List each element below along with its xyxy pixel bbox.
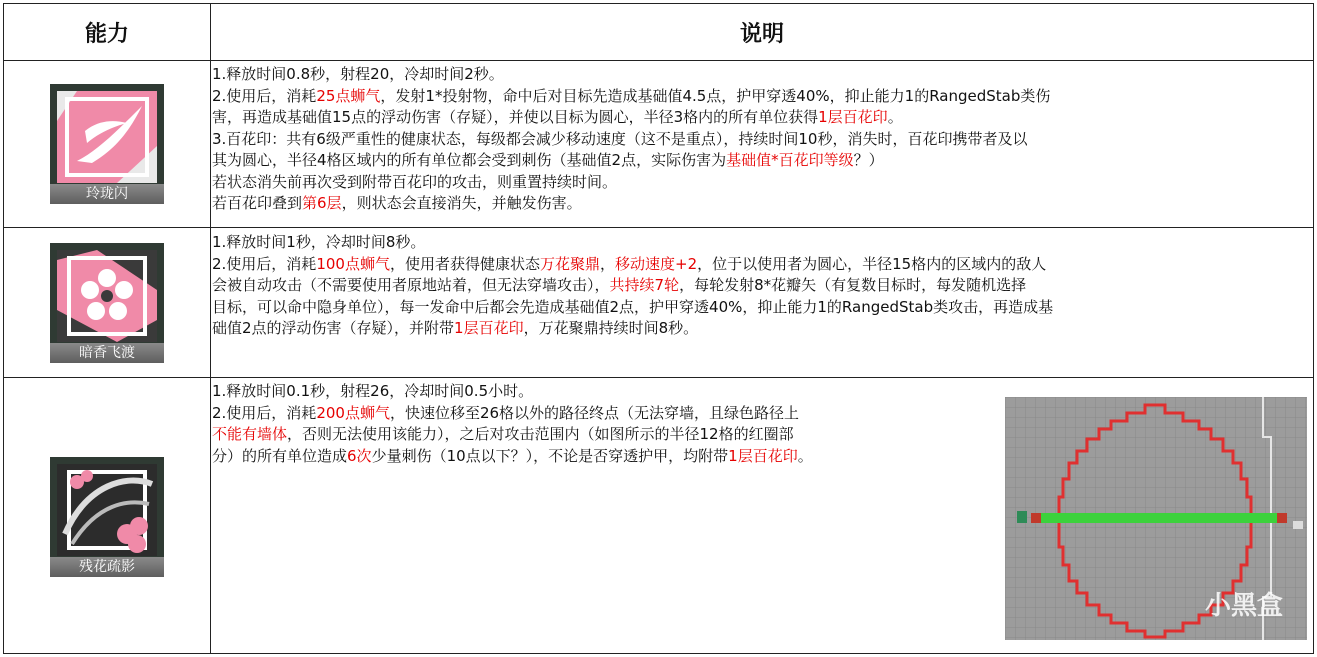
description-line [212,86,1050,108]
text-segment: 若状态消失前再次受到附带百花印的攻击，则重置持续时间。 [212,172,618,191]
highlight-text: 1层百花印 [728,446,798,465]
text-segment: 2.使用后，消耗 [212,86,317,105]
text-segment: 1.释放时间0.8秒，射程20，冷却时间2秒。 [212,65,504,83]
highlight-text: 不能有墙体 [212,425,288,443]
description-line [212,297,1053,319]
ability-icon-cell [4,378,210,655]
ability-description [212,232,1053,340]
description-line [212,318,1053,340]
description-line [212,275,1053,297]
description-line [212,64,1050,86]
ability-name: 残花疏影 [50,557,164,577]
text-segment: ，每轮发射8*花瓣矢（有复数目标时，每发随机选择 [679,276,1027,294]
highlight-text: 1层百花印 [818,108,888,126]
text-segment: 。 [797,446,813,465]
description-line [212,107,1050,129]
text-segment: 1.释放时间0.1秒，射程26，冷却时间0.5小时。 [212,382,534,400]
ability-name: 玲珑闪 [50,184,164,204]
text-segment: 1.释放时间1秒，冷却时间8秒。 [212,233,426,251]
description-line [212,403,813,425]
text-segment: 害，再造成基础值15点的浮动伤害（存疑），并使以目标为圆心，半径3格内的所有单位获得 [212,108,819,126]
header-ability: 能力 [84,21,129,47]
description-line [212,172,1050,194]
text-segment: ，使用者获得健康状态 [389,254,540,273]
text-segment: ，则状态会直接消失，并触发伤害。 [341,194,582,212]
text-segment: 若百花印叠到 [212,194,303,212]
description-line [212,193,1050,215]
text-segment: ，万花聚鼎持续时间8秒。 [523,319,699,337]
highlight-text: 100点蛳气 [316,254,390,273]
ability-icon-cell [4,228,210,377]
text-segment: 2.使用后，消耗 [212,254,317,273]
swallow-icon [57,91,157,183]
highlight-text: 第6层 [302,194,342,212]
highlight-text: 移动速度+2 [615,254,698,273]
highlight-text: 200点蛳气 [316,403,390,422]
flower-icon [57,250,157,342]
highlight-text: 25点蛳气 [316,86,381,105]
text-segment: ，位于以使用者为圆心，半径15格内的区域内的敌人 [697,254,1047,273]
watermark-text: 小黑盒 [1204,591,1283,621]
description-line [212,129,1050,151]
text-segment: 。 [887,108,903,126]
highlight-text: 万花聚鼎 [539,254,600,273]
description-line [212,150,1050,172]
description-line [212,232,1053,254]
text-segment: 分）的所有单位造成 [212,446,348,465]
header-description: 说明 [739,21,784,47]
text-segment: 2.使用后，消耗 [212,403,317,422]
text-segment: ， [599,254,615,273]
text-segment: 其为圆心，半径4格区域内的所有单位都会受到刺伤（基础值2点，实际伤害为 [212,151,727,169]
column-divider [210,4,211,653]
text-segment: ，发射1*投射物，命中后对目标先造成基础值4.5点，护甲穿透40%，抑止能力1的RangedStab类伤 [380,86,1051,105]
description-line [212,424,813,446]
text-segment: 3.百花印：共有6级严重性的健康状态，每级都会减少移动速度（这不是重点），持续时间10秒，消失时，百花印携带者及以 [212,129,1028,148]
highlight-text: 1层百花印 [454,319,524,337]
ability-icon-canhuashuying [50,457,164,577]
ability-icon-linglongshan [50,84,164,204]
ability-name: 暗香飞渡 [50,343,164,363]
text-segment: 少量刺伤（10点以下？），不论是否穿透护甲，均附带 [371,446,729,465]
description-line [212,446,813,468]
description-line [212,381,813,403]
ability-icon-anxiangfeidu [50,243,164,363]
ability-description [212,64,1050,215]
ability-description [212,381,813,467]
highlight-text: 共持续7轮 [609,276,680,294]
description-line [212,254,1053,276]
highlight-text: 6次 [347,446,372,465]
text-segment: ，快速位移至26格以外的路径终点（无法穿墙，且绿色路径上 [389,403,800,422]
highlight-text: 基础值*百花印等级 [726,151,854,169]
ability-icon-cell [4,61,210,227]
text-segment: ？） [853,151,884,169]
text-segment: 目标，可以命中隐身单位），每一发命中后都会先造成基础值2点，护甲穿透40%，抑止能力1的RangedStab类攻击，再造成基 [212,297,1054,316]
petal-slash-icon [57,464,157,556]
text-segment: ，否则无法使用该能力），之后对攻击范围内（如图所示的半径12格的红圈部 [287,425,794,443]
text-segment: 会被自动攻击（不需要使用者原地站着，但无法穿墙攻击）， [212,276,610,294]
range-map-image [1005,397,1307,640]
text-segment: 础值2点的浮动伤害（存疑），并附带 [212,319,455,337]
